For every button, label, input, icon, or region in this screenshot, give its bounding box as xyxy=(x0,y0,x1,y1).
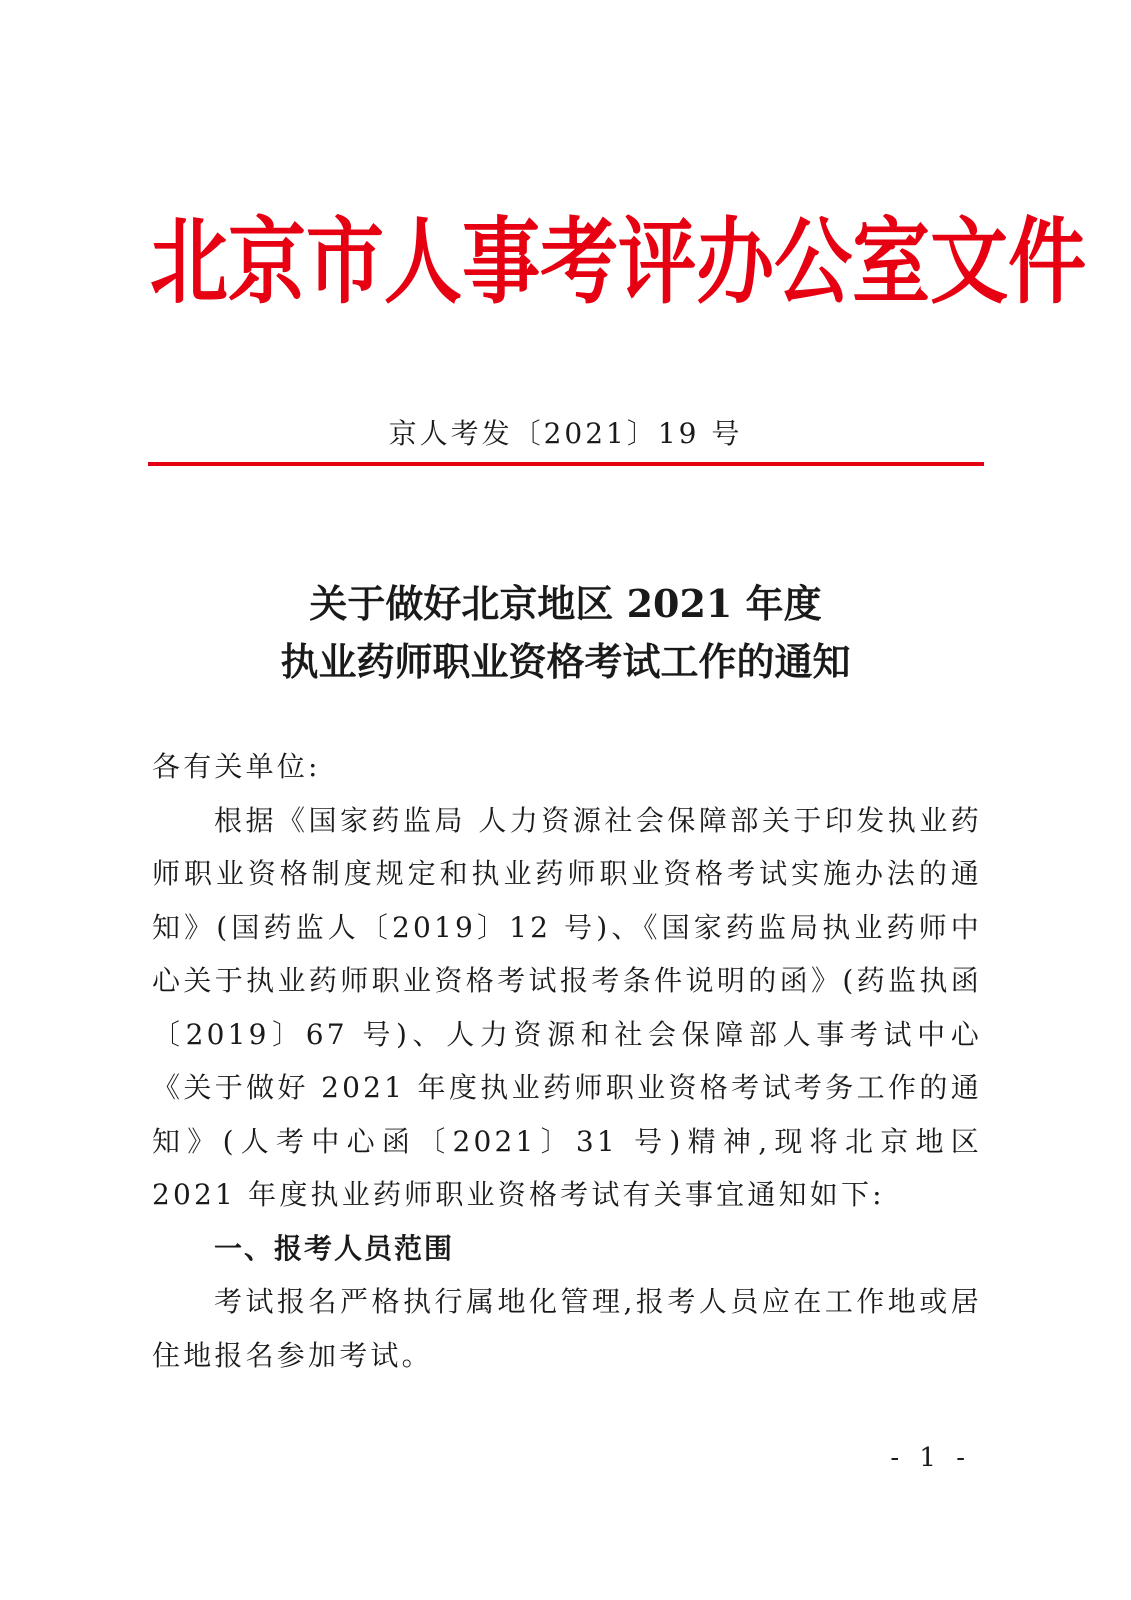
issuer-title-char: 北 xyxy=(150,209,229,318)
issuer-title-char: 京 xyxy=(228,209,307,318)
issuer-title-char: 评 xyxy=(618,209,697,318)
issuer-title-char: 公 xyxy=(774,209,853,318)
issuer-title-char: 件 xyxy=(1008,209,1087,318)
document-number: 京人考发〔2021〕19 号 xyxy=(388,417,743,450)
notice-title-line-1: 关于做好北京地区 2021 年度 xyxy=(309,581,822,626)
issuer-title-char: 室 xyxy=(852,209,931,318)
issuer-title-char: 市 xyxy=(306,209,385,318)
notice-title-line-2: 执业药师职业资格考试工作的通知 xyxy=(280,639,851,684)
paragraph-1: 根据《国家药监局 人力资源社会保障部关于印发执业药师职业资格制度规定和执业药师职业资格考试实施办法的通知》(国药监人〔2019〕12 号)、《国家药监局执业药师中心关于执业药师职业资格考试报考条件说明的函》(药监执函〔2019〕67 号)、人力资源和社会保障部人事考试中心《关于做好 2021 年度执业药师职业资格考试考务工作的通知》(人考中心函〔2021〕31 号)精神,现将北京地区 2021 年度执业药师职业资格考试有关事宜通知如下: xyxy=(152,803,982,1211)
salutation: 各有关单位: xyxy=(152,750,321,783)
page-number: - 1 - xyxy=(890,1443,971,1473)
issuer-title xyxy=(150,200,1087,318)
issuer-title-char: 考 xyxy=(540,209,619,318)
section-1-heading: 一、报考人员范围 xyxy=(214,1231,455,1265)
issuer-title-char: 文 xyxy=(930,209,1009,318)
red-divider-line xyxy=(148,462,984,466)
issuer-title-char: 办 xyxy=(696,209,775,318)
section-1-text: 考试报名严格执行属地化管理,报考人员应在工作地或居住地报名参加考试。 xyxy=(152,1285,982,1372)
issuer-title-char: 事 xyxy=(462,209,541,318)
issuer-title-char: 人 xyxy=(384,209,463,318)
notice-body xyxy=(152,740,982,1382)
